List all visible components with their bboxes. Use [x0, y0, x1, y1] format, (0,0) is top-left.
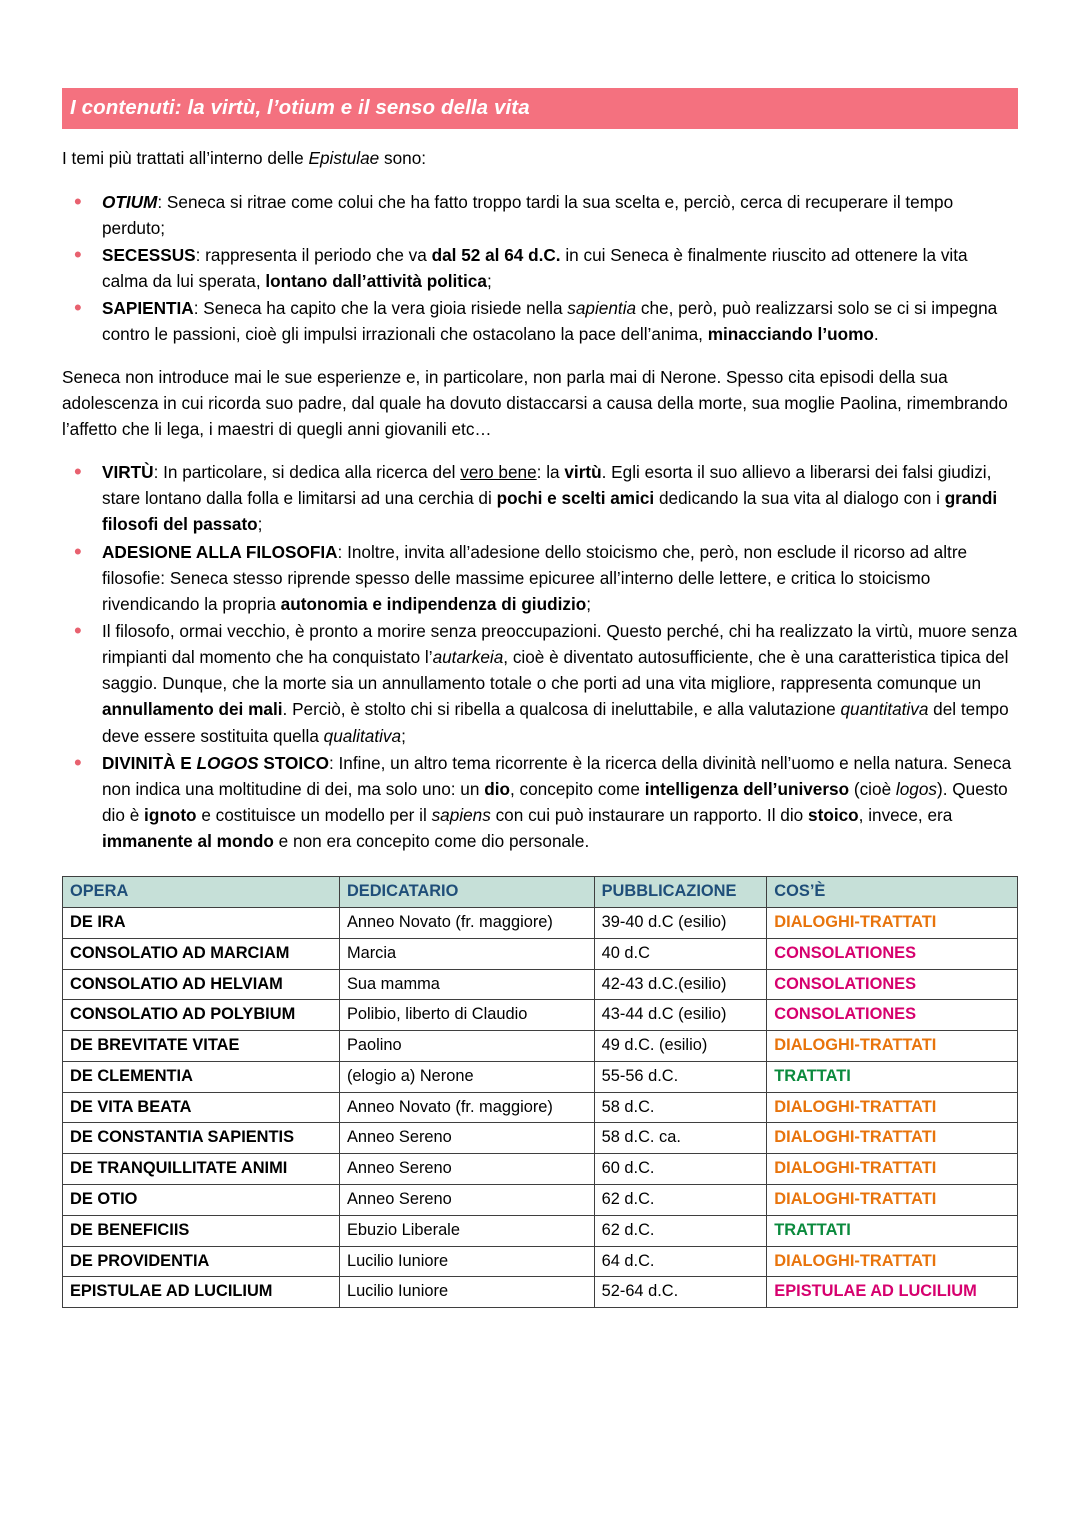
cell-cose: DIALOGHI-TRATTATI: [767, 908, 1018, 939]
cell-pubblicazione: 64 d.C.: [594, 1246, 767, 1277]
intro-text-post: sono:: [379, 147, 427, 168]
divinita-text-8: e non era concepito come dio personale.: [273, 831, 590, 852]
cell-dedicatario: (elogio a) Nerone: [339, 1061, 594, 1092]
cell-opera: CONSOLATIO AD HELVIAM: [63, 969, 340, 1000]
cell-opera: DE CLEMENTIA: [63, 1061, 340, 1092]
list-item: [62, 189, 1018, 241]
table-row: [63, 1277, 1018, 1308]
cell-dedicatario: Anneo Sereno: [339, 1123, 594, 1154]
col-cose: COS’È: [767, 877, 1018, 908]
sapientia-bold-1: minacciando l’uomo: [707, 324, 874, 345]
cell-cose: TRATTATI: [767, 1215, 1018, 1246]
table-row: [63, 1123, 1018, 1154]
cell-dedicatario: Sua mamma: [339, 969, 594, 1000]
divinita-italic-1: logos: [895, 778, 937, 799]
divinita-text-5: e costituisce un modello per il: [196, 804, 432, 825]
adesione-text-2: ;: [586, 593, 592, 614]
term-sapientia: SAPIENTIA: [102, 298, 194, 319]
divinita-text-2: , concepito come: [509, 778, 645, 799]
cell-pubblicazione: 58 d.C.: [594, 1092, 767, 1123]
col-opera: OPERA: [63, 877, 340, 908]
virtu-text-3: . Egli esorta il suo allievo a liberarsi dei falsi giudizi, stare lontano dalla folla e limitarsi ad una cerchia di: [102, 462, 992, 509]
virtu-underline-1: vero bene: [460, 462, 537, 483]
table-row: [63, 1215, 1018, 1246]
themes-list-one: [62, 189, 1018, 348]
list-item: [62, 295, 1018, 347]
term-divinita-1: DIVINITÀ E: [102, 752, 197, 773]
divinita-text-6: con cui può instaurare un rapporto. Il dio: [490, 804, 809, 825]
tempo-text-2: , cioè è diventato autosufficiente, che è una caratteristica tipica del saggio. Dunque, che la morte sia un annullamento totale o che porti ad una vita migliore, rappresenta comunque un: [102, 647, 1009, 694]
cell-pubblicazione: 58 d.C. ca.: [594, 1123, 767, 1154]
table-row: [63, 908, 1018, 939]
body-paragraph: Seneca non introduce mai le sue esperienze e, in particolare, non parla mai di Nerone. Spesso cita episodi della sua adolescenza in cui ricorda suo padre, dal quale ha dovuto distaccarsi a causa della morte, sua moglie Paolina, rimembrando l’affetto che li lega, i maestri di quegli anni giovanili etc…: [62, 366, 1008, 439]
cell-pubblicazione: 60 d.C.: [594, 1154, 767, 1185]
tempo-italic-3: qualitativa: [323, 725, 402, 746]
divinita-text-3: (cioè: [849, 778, 896, 799]
tempo-text-1: Il filosofo, ormai vecchio, è pronto a morire senza preoccupazioni. Questo perché, chi ha realizzato la virtù, muore senza rimpianti dal momento che ha conquistato l’: [102, 620, 1018, 668]
list-item: [62, 539, 1018, 617]
cell-opera: CONSOLATIO AD POLYBIUM: [63, 1000, 340, 1031]
cell-opera: CONSOLATIO AD MARCIAM: [63, 938, 340, 969]
cell-dedicatario: Polibio, liberto di Claudio: [339, 1000, 594, 1031]
cell-opera: DE OTIO: [63, 1185, 340, 1216]
term-otium-text: : Seneca si ritrae come colui che ha fatto troppo tardi la sua scelta e, perciò, cerca di recuperare il tempo perduto;: [102, 191, 954, 238]
cell-dedicatario: Anneo Novato (fr. maggiore): [339, 1092, 594, 1123]
cell-opera: EPISTULAE AD LUCILIUM: [63, 1277, 340, 1308]
list-item: [62, 459, 1018, 537]
intro-line: [62, 146, 1018, 172]
sapientia-text-1: : Seneca ha capito che la vera gioia risiede nella: [193, 298, 568, 319]
table-row: [63, 1246, 1018, 1277]
virtu-bold-3: grandi filosofi del passato: [102, 488, 998, 535]
secessus-text-1: : rappresenta il periodo che va: [195, 244, 432, 265]
list-item: [62, 618, 1018, 749]
divinita-text-7: , invece, era: [858, 804, 953, 825]
list-item: [62, 242, 1018, 294]
virtu-text-2: : la: [536, 462, 565, 483]
col-pubblicazione: PUBBLICAZIONE: [594, 877, 767, 908]
cell-dedicatario: Anneo Sereno: [339, 1154, 594, 1185]
adesione-bold-1: autonomia e indipendenza di giudizio: [280, 593, 587, 614]
table-row: [63, 1154, 1018, 1185]
cell-cose: TRATTATI: [767, 1061, 1018, 1092]
sapientia-text-3: .: [873, 324, 879, 345]
cell-pubblicazione: 62 d.C.: [594, 1215, 767, 1246]
cell-opera: DE CONSTANTIA SAPIENTIS: [63, 1123, 340, 1154]
cell-dedicatario: Lucilio Iuniore: [339, 1246, 594, 1277]
table-row: [63, 969, 1018, 1000]
cell-opera: DE PROVIDENTIA: [63, 1246, 340, 1277]
cell-dedicatario: Marcia: [339, 938, 594, 969]
list-item: [62, 750, 1018, 855]
tempo-text-4: del tempo deve essere sostituita quella: [102, 699, 1009, 746]
divinita-bold-5: immanente al mondo: [102, 831, 274, 852]
intro-text-italic: Epistulae: [308, 147, 380, 168]
divinita-text-4: ). Questo dio è: [102, 778, 1008, 825]
table-row: [63, 1031, 1018, 1062]
cell-dedicatario: Anneo Novato (fr. maggiore): [339, 908, 594, 939]
cell-cose: EPISTULAE AD LUCILIUM: [767, 1277, 1018, 1308]
table-row: [63, 1185, 1018, 1216]
section-banner: I contenuti: la virtù, l’otium e il senso della vita: [62, 88, 1018, 129]
cell-dedicatario: Lucilio Iuniore: [339, 1277, 594, 1308]
table-row: [63, 1000, 1018, 1031]
tempo-bold-1: annullamento dei mali: [102, 699, 283, 720]
cell-dedicatario: Anneo Sereno: [339, 1185, 594, 1216]
cell-cose: CONSOLATIONES: [767, 969, 1018, 1000]
secessus-text-3: ;: [486, 271, 492, 292]
cell-cose: DIALOGHI-TRATTATI: [767, 1246, 1018, 1277]
term-divinita-2: STOICO: [258, 752, 329, 773]
divinita-bold-3: ignoto: [144, 804, 197, 825]
cell-cose: DIALOGHI-TRATTATI: [767, 1092, 1018, 1123]
divinita-text-1: : Infine, un altro tema ricorrente è la ricerca della divinità nell’uomo e nella natura. Seneca non indica una moltitudine di dei, ma solo uno: un: [102, 752, 1012, 799]
table-row: [63, 938, 1018, 969]
table-header-row: [63, 877, 1018, 908]
col-dedicatario: DEDICATARIO: [339, 877, 594, 908]
cell-pubblicazione: 62 d.C.: [594, 1185, 767, 1216]
cell-pubblicazione: 40 d.C: [594, 938, 767, 969]
cell-pubblicazione: 39-40 d.C (esilio): [594, 908, 767, 939]
cell-pubblicazione: 52-64 d.C.: [594, 1277, 767, 1308]
tempo-text-3: . Perciò, è stolto chi si ribella a qualcosa di ineluttabile, e alla valutazione: [282, 699, 841, 720]
table-body: [63, 908, 1018, 1308]
intro-text-pre: I temi più trattati all’interno delle: [62, 147, 309, 168]
cell-cose: DIALOGHI-TRATTATI: [767, 1185, 1018, 1216]
secessus-bold-2: lontano dall’attività politica: [265, 271, 487, 292]
opere-table: [62, 876, 1018, 1308]
virtu-text-1: : In particolare, si dedica alla ricerca del: [153, 462, 461, 483]
tempo-italic-2: quantitativa: [840, 699, 929, 720]
term-adesione: ADESIONE ALLA FILOSOFIA: [102, 541, 338, 562]
themes-list-two: [62, 459, 1018, 854]
divinita-bold-2: intelligenza dell’universo: [644, 778, 850, 799]
cell-pubblicazione: 49 d.C. (esilio): [594, 1031, 767, 1062]
sapientia-italic-1: sapientia: [567, 298, 637, 319]
secessus-bold-1: dal 52 al 64 d.C.: [431, 244, 561, 265]
cell-cose: CONSOLATIONES: [767, 1000, 1018, 1031]
cell-opera: DE IRA: [63, 908, 340, 939]
cell-dedicatario: Ebuzio Liberale: [339, 1215, 594, 1246]
divinita-bold-1: dio: [484, 778, 510, 799]
divinita-italic-2: sapiens: [431, 804, 491, 825]
divinita-bold-4: stoico: [808, 804, 859, 825]
sapientia-text-2: che, però, può realizzarsi solo se ci si impegna contro le passioni, cioè gli impulsi irrazionali che ostacolano la pace dell’anima,: [102, 298, 998, 345]
cell-pubblicazione: 55-56 d.C.: [594, 1061, 767, 1092]
table-row: [63, 1092, 1018, 1123]
virtu-bold-1: virtù: [564, 462, 602, 483]
cell-dedicatario: Paolino: [339, 1031, 594, 1062]
cell-pubblicazione: 43-44 d.C (esilio): [594, 1000, 767, 1031]
virtu-bold-2: pochi e scelti amici: [496, 488, 655, 509]
cell-pubblicazione: 42-43 d.C.(esilio): [594, 969, 767, 1000]
secessus-text-2: in cui Seneca è finalmente riuscito ad ottenere la vita calma da lui sperata,: [102, 244, 968, 292]
term-secessus: SECESSUS: [102, 244, 196, 265]
virtu-text-4: dedicando la sua vita al dialogo con i: [654, 488, 945, 509]
cell-cose: DIALOGHI-TRATTATI: [767, 1154, 1018, 1185]
cell-opera: DE TRANQUILLITATE ANIMI: [63, 1154, 340, 1185]
table-row: [63, 1061, 1018, 1092]
term-otium: OTIUM: [102, 191, 158, 212]
tempo-italic-1: autarkeia: [432, 647, 504, 668]
cell-opera: DE BENEFICIIS: [63, 1215, 340, 1246]
cell-opera: DE BREVITATE VITAE: [63, 1031, 340, 1062]
term-divinita-italic: LOGOS: [196, 752, 259, 773]
virtu-text-5: ;: [257, 514, 263, 535]
adesione-text-1: : Inoltre, invita all’adesione dello stoicismo che, però, non esclude il ricorso ad altre filosofie: Seneca stesso riprende spesso delle massime epicuree all’interno delle lettere, e critica lo stoicismo rivendicando la propria: [102, 541, 968, 614]
cell-cose: CONSOLATIONES: [767, 938, 1018, 969]
cell-opera: DE VITA BEATA: [63, 1092, 340, 1123]
cell-cose: DIALOGHI-TRATTATI: [767, 1031, 1018, 1062]
table-header: [63, 877, 1018, 908]
term-virtu: VIRTÙ: [102, 462, 154, 483]
cell-cose: DIALOGHI-TRATTATI: [767, 1123, 1018, 1154]
tempo-text-5: ;: [401, 725, 406, 746]
